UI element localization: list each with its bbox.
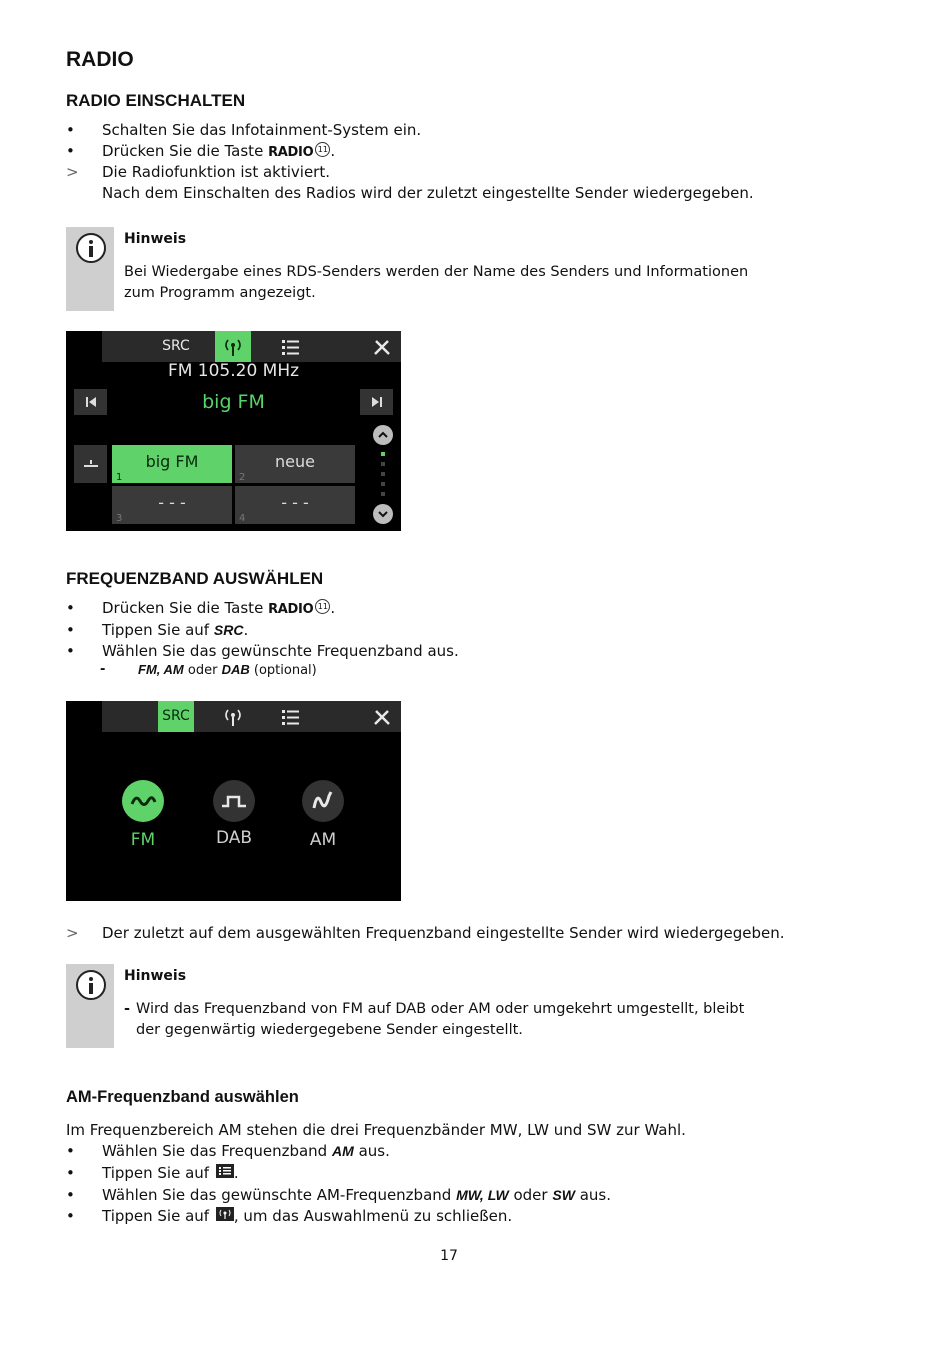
info-icon	[76, 970, 106, 1000]
scroll-dot	[381, 452, 385, 456]
preset-button-4[interactable]: - - - 4	[235, 486, 355, 524]
preset-button-3[interactable]: - - - 3	[112, 486, 232, 524]
note-text: - Wird das Frequenzband von FM auf DAB oder AM oder umgekehrt umgestellt, bleibt der gegenwärtig wiedergegebene Sender eingestellt.	[124, 1001, 745, 1038]
radio-screen-bands	[66, 701, 401, 901]
tab-radio-icon[interactable]	[215, 701, 251, 732]
scroll-dot	[381, 482, 385, 486]
save-preset-icon[interactable]	[74, 445, 107, 483]
note-box	[66, 964, 766, 1048]
radio-icon	[216, 1207, 234, 1221]
key-number-badge: 11	[315, 142, 330, 157]
scroll-dot	[381, 492, 385, 496]
section-heading-am-frequenzband: AM-Frequenzband auswählen	[66, 1088, 299, 1106]
am-wave-icon[interactable]	[302, 780, 344, 822]
frequency-display: FM 105.20 MHz	[167, 361, 300, 381]
preset-button-2[interactable]: neue 2	[235, 445, 355, 483]
tab-src[interactable]: SRC	[158, 701, 194, 732]
note-text: Bei Wiedergabe eines RDS-Senders werden der Name des Senders und Informationen zum Programm angezeigt.	[124, 264, 749, 301]
settings-tools-icon[interactable]	[364, 331, 400, 362]
fm-wave-icon[interactable]	[122, 780, 164, 822]
list-icon[interactable]	[273, 701, 309, 732]
note-heading: Hinweis	[124, 231, 187, 247]
radio-screen-fm	[66, 331, 401, 531]
list-icon	[216, 1164, 234, 1178]
scroll-up-icon[interactable]	[373, 425, 393, 445]
preset-button-1[interactable]: big FM 1	[112, 445, 232, 483]
station-name: big FM	[202, 391, 265, 413]
section-heading-radio-einschalten: RADIO EINSCHALTEN	[66, 91, 246, 110]
settings-tools-icon[interactable]	[364, 701, 400, 732]
page-number: 17	[440, 1248, 458, 1264]
skip-forward-icon[interactable]	[360, 389, 393, 415]
dab-pulse-icon[interactable]	[213, 780, 255, 822]
radio-key-label: RADIO	[268, 145, 314, 160]
info-icon	[76, 233, 106, 263]
scroll-down-icon[interactable]	[373, 504, 393, 524]
band-label-am[interactable]: AM	[309, 830, 337, 850]
band-label-fm[interactable]: FM	[130, 830, 156, 850]
tab-src[interactable]: SRC	[162, 338, 190, 354]
sub-list-item: - FM, AM oder DAB (optional)	[100, 662, 317, 678]
scroll-dot	[381, 472, 385, 476]
scroll-dot	[381, 462, 385, 466]
skip-back-icon[interactable]	[74, 389, 107, 415]
section-heading-frequenzband: FREQUENZBAND AUSWÄHLEN	[66, 569, 324, 588]
band-label-dab[interactable]: DAB	[215, 828, 253, 848]
key-number-badge: 11	[315, 599, 330, 614]
note-box	[66, 227, 766, 311]
radio-key-label: RADIO	[268, 602, 314, 617]
note-heading: Hinweis	[124, 968, 187, 984]
list-icon[interactable]	[273, 331, 309, 362]
page-title: RADIO	[66, 48, 134, 71]
tab-radio-icon[interactable]	[215, 331, 251, 362]
